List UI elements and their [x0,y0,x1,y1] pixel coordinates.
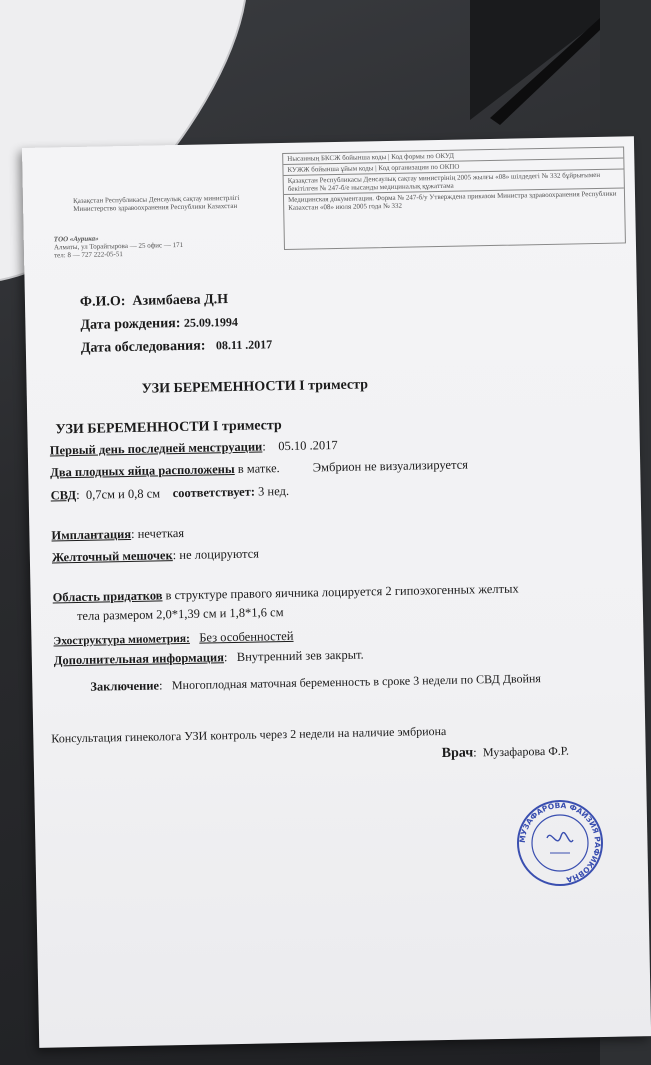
lmp-row: Первый день последней менструации: 05.10 .2017 [49,437,338,458]
exam-row [81,337,273,357]
extra-label: Дополнительная информация [53,650,225,668]
header-row: Нысанның БКСЖ бойынша коды | Код формы по ОКУД [283,147,623,165]
clinic-phone: тел: 8 — 727 222-05-51 [53,250,123,260]
myometrium-row [53,629,293,649]
conclusion-label: Заключение [90,678,160,694]
extra-row: Дополнительная информация: Внутренний зев закрыт. [53,647,364,668]
lmp-value: 05.10 .2017 [278,437,338,454]
svd-value: 0,7см и 0,8 см [85,486,161,502]
birth-value: 25.09.1994 [183,314,239,330]
title-2: УЗИ БЕРЕМЕННОСТИ I триместр [55,418,282,438]
myometrium-value: Без особенностей [199,628,294,645]
yolk-value: не лоцируются [179,546,260,563]
header-right-table [282,146,626,250]
eggs-value: в матке. [237,461,280,476]
title-1: УЗИ БЕРЕМЕННОСТИ I триместр [141,377,369,397]
clinic-name: ТОО «Аурика» [53,234,99,244]
birth-label: Дата рождения: [80,315,181,333]
eggs-row [50,457,468,480]
form-header [53,146,624,260]
conclusion-row: Заключение: Многоплодная маточная беременность в сроке 3 недели по СВД Двойня [90,671,542,694]
doctor-stamp [515,798,605,888]
implant-value: нечеткая [137,525,185,541]
birth-row [80,315,238,334]
adnexa-value-1: в структуре правого яичника лоцируется 2 гипоэхогенных желтых [165,581,519,603]
conclusion-value: Многоплодная маточная беременность в сроке 3 недели по СВД Двойня [171,671,542,693]
exam-value: 08.11 .2017 [215,337,273,353]
adnexa-label: Область придатков [52,588,163,605]
consultation-note: Консультация гинеколога УЗИ контроль через 2 недели на наличие эмбриона [51,723,447,746]
myometrium-label: Эхоструктура миометрия: [53,632,191,648]
implant-label: Имплантация [51,526,132,543]
doctor-label: Врач [441,745,474,762]
svd-corr-label: соответствует: [172,484,256,501]
doctor-row: Врач: Музафарова Ф.Р. [441,743,570,762]
yolk-row: Желточный мешочек: не лоцируются [51,546,260,565]
yolk-label: Желточный мешочек [51,548,173,565]
adnexa-row [53,582,519,606]
document-page [22,136,651,1048]
header-row: Медицинская документация. Форма № 247-б/у Утверждена приказом Министра здравоохранения Республики Казахстан «08» июля 2005 года № 332 [287,189,617,213]
adnexa-value-2: тела размером 2,0*1,39 см и 1,8*1,6 см [76,605,284,624]
embryo-value: Эмбрион не визуализируется [312,457,469,475]
fio-label: Ф.И.О: [79,294,126,310]
lmp-label: Первый день последней менструации [49,439,263,458]
header-left [53,153,284,260]
svg-text:МУЗАФАРОВА ФАЙЗИЯ РАФИКОВНА: МУЗАФАРОВА ФАЙЗИЯ РАФИКОВНА [517,800,603,885]
fio-row [80,292,228,311]
fio-value: Азимбаева Д.Н [132,292,229,309]
svd-corr-value: 3 нед. [257,483,290,499]
doctor-value: Музафарова Ф.Р. [482,743,570,760]
svd-row: СВД: 0,7см и 0,8 см соответствует: 3 нед. [50,483,290,503]
clinic-address: Алматы, ул Торайгырова — 25 офис — 171 [53,240,184,252]
extra-value: Внутренний зев закрыт. [236,647,364,664]
exam-label: Дата обследования: [80,338,206,356]
svd-label: СВД [50,488,77,503]
eggs-label: Два плодных яйца расположены [50,461,235,480]
ministry-kz: Қазақстан Республикасы Денсаулық сақтау министрлігі [72,193,240,206]
ministry-ru: Министерство здравоохранения Республики Казахстан [73,201,238,214]
header-row: Қазақстан Республикасы Денсаулық сақтау министрінің 2005 жылғы «08» шілдедегі № 332 бұйрығымен бекітілген № 247-б/е нысанды медициналық құжаттама [284,170,624,196]
implant-row: Имплантация: нечеткая [51,525,185,543]
header-row: КУЖЖ бойынша ұйым коды | Код организации по ОКПО [283,159,623,177]
